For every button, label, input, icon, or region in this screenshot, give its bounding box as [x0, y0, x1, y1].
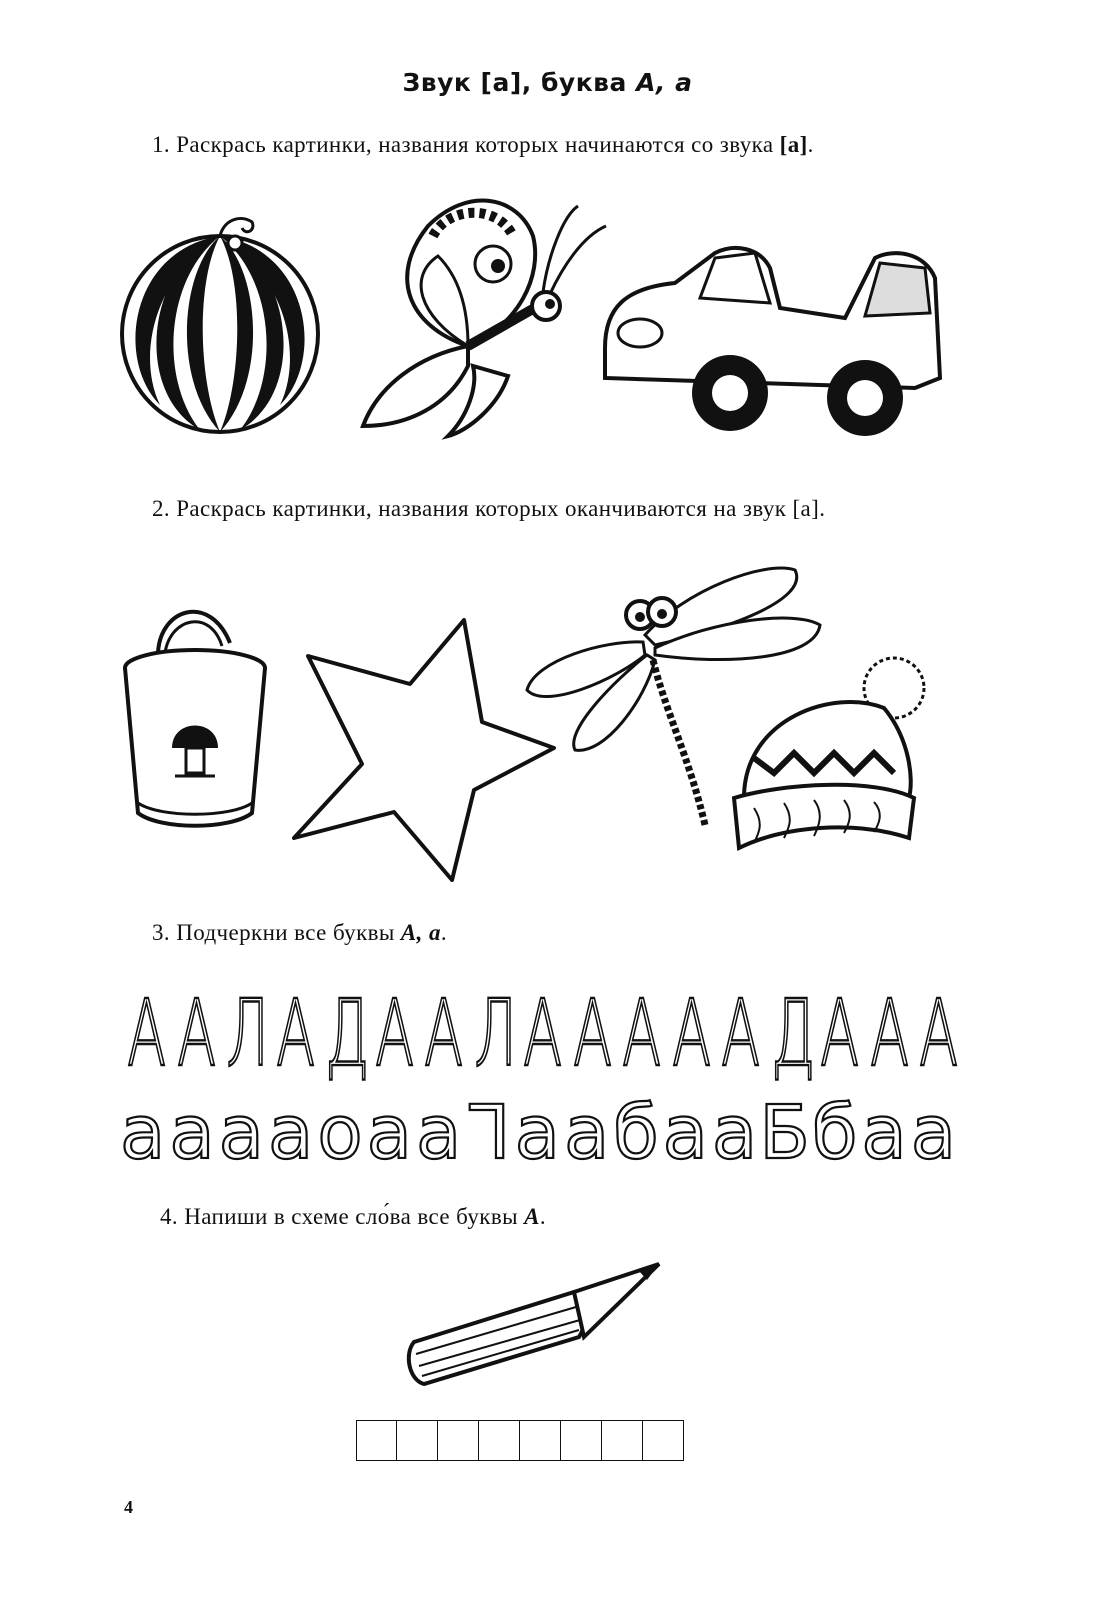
lowercase-letter[interactable]: о [317, 1090, 363, 1176]
task-3-end: . [440, 920, 448, 945]
uppercase-letter[interactable]: А [869, 980, 909, 1087]
uppercase-letters-row [118, 980, 959, 1087]
uppercase-letter[interactable]: А [671, 980, 711, 1087]
lowercase-letter[interactable]: а [169, 1090, 215, 1176]
scheme-cell[interactable] [356, 1420, 397, 1461]
task-1-end: . [807, 132, 814, 157]
task-1 [152, 132, 814, 158]
uppercase-letter[interactable]: Д [325, 980, 370, 1087]
lowercase-letter[interactable]: а [910, 1090, 957, 1176]
lowercase-letter[interactable]: б [613, 1090, 659, 1176]
uppercase-letter[interactable]: Л [226, 980, 270, 1087]
lowercase-letter[interactable]: а [119, 1090, 166, 1176]
task-4-text: 4. Напиши в схеме сло́ва все буквы [160, 1204, 525, 1229]
word-scheme[interactable] [356, 1420, 684, 1461]
lowercase-letter[interactable]: а [218, 1090, 264, 1176]
scheme-cell[interactable] [602, 1420, 643, 1461]
uppercase-letter[interactable]: Д [770, 980, 815, 1087]
uppercase-letter[interactable]: А [523, 980, 563, 1087]
title-text: Звук [а], буква [402, 68, 637, 97]
title-letters: А, а [636, 68, 693, 97]
pencil-icon [404, 1262, 666, 1392]
star-icon [292, 612, 564, 884]
uppercase-letter[interactable]: А [572, 980, 612, 1087]
task-3-text: 3. Подчеркни все буквы [152, 920, 401, 945]
uppercase-letter[interactable]: А [622, 980, 662, 1087]
task-4-letter: А [524, 1204, 540, 1229]
task-3 [152, 920, 447, 946]
butterfly-icon [348, 196, 613, 441]
lowercase-letter[interactable]: Б [759, 1090, 811, 1176]
task-1-text: 1. Раскрась картинки, названия которых начинаются со звука [152, 132, 780, 157]
lowercase-letter[interactable]: а [711, 1090, 758, 1176]
uppercase-letter[interactable]: А [424, 980, 464, 1087]
task-4 [160, 1204, 546, 1230]
car-icon [595, 238, 950, 438]
lowercase-letter[interactable]: а [514, 1090, 560, 1176]
uppercase-letter[interactable]: А [127, 980, 167, 1087]
uppercase-letter[interactable]: А [919, 980, 959, 1087]
task-3-letters: А, а [400, 920, 441, 945]
scheme-cell[interactable] [479, 1420, 520, 1461]
lowercase-letter[interactable]: ᒣ [465, 1090, 511, 1176]
task-4-end: . [539, 1204, 547, 1229]
uppercase-letter[interactable]: А [820, 980, 860, 1087]
lowercase-letter[interactable]: а [662, 1090, 708, 1176]
scheme-cell[interactable] [561, 1420, 602, 1461]
lowercase-letter[interactable]: а [415, 1090, 462, 1176]
uppercase-letter[interactable]: А [374, 980, 414, 1087]
scheme-cell[interactable] [520, 1420, 561, 1461]
scheme-cell[interactable] [397, 1420, 438, 1461]
lowercase-letter[interactable]: б [811, 1090, 858, 1176]
scheme-cell[interactable] [643, 1420, 684, 1461]
lowercase-letter[interactable]: а [563, 1090, 610, 1176]
lowercase-letter[interactable]: а [366, 1090, 412, 1176]
hat-icon [724, 648, 924, 858]
uppercase-letter[interactable]: А [275, 980, 315, 1087]
scheme-cell[interactable] [438, 1420, 479, 1461]
lowercase-letters-row [118, 1090, 958, 1176]
lowercase-letter[interactable]: а [861, 1090, 907, 1176]
lowercase-letter[interactable]: а [267, 1090, 314, 1176]
task-2 [152, 496, 825, 522]
page-number: 4 [124, 1497, 133, 1517]
uppercase-letter[interactable]: А [176, 980, 216, 1087]
task-1-sound: [а] [779, 132, 808, 157]
bucket-icon [120, 598, 270, 830]
task-2-text: 2. Раскрась картинки, названия которых оканчиваются на звук [а]. [152, 496, 826, 521]
page-title [0, 68, 1095, 97]
uppercase-letter[interactable]: Л [473, 980, 517, 1087]
uppercase-letter[interactable]: А [721, 980, 761, 1087]
watermelon-icon [120, 210, 325, 435]
